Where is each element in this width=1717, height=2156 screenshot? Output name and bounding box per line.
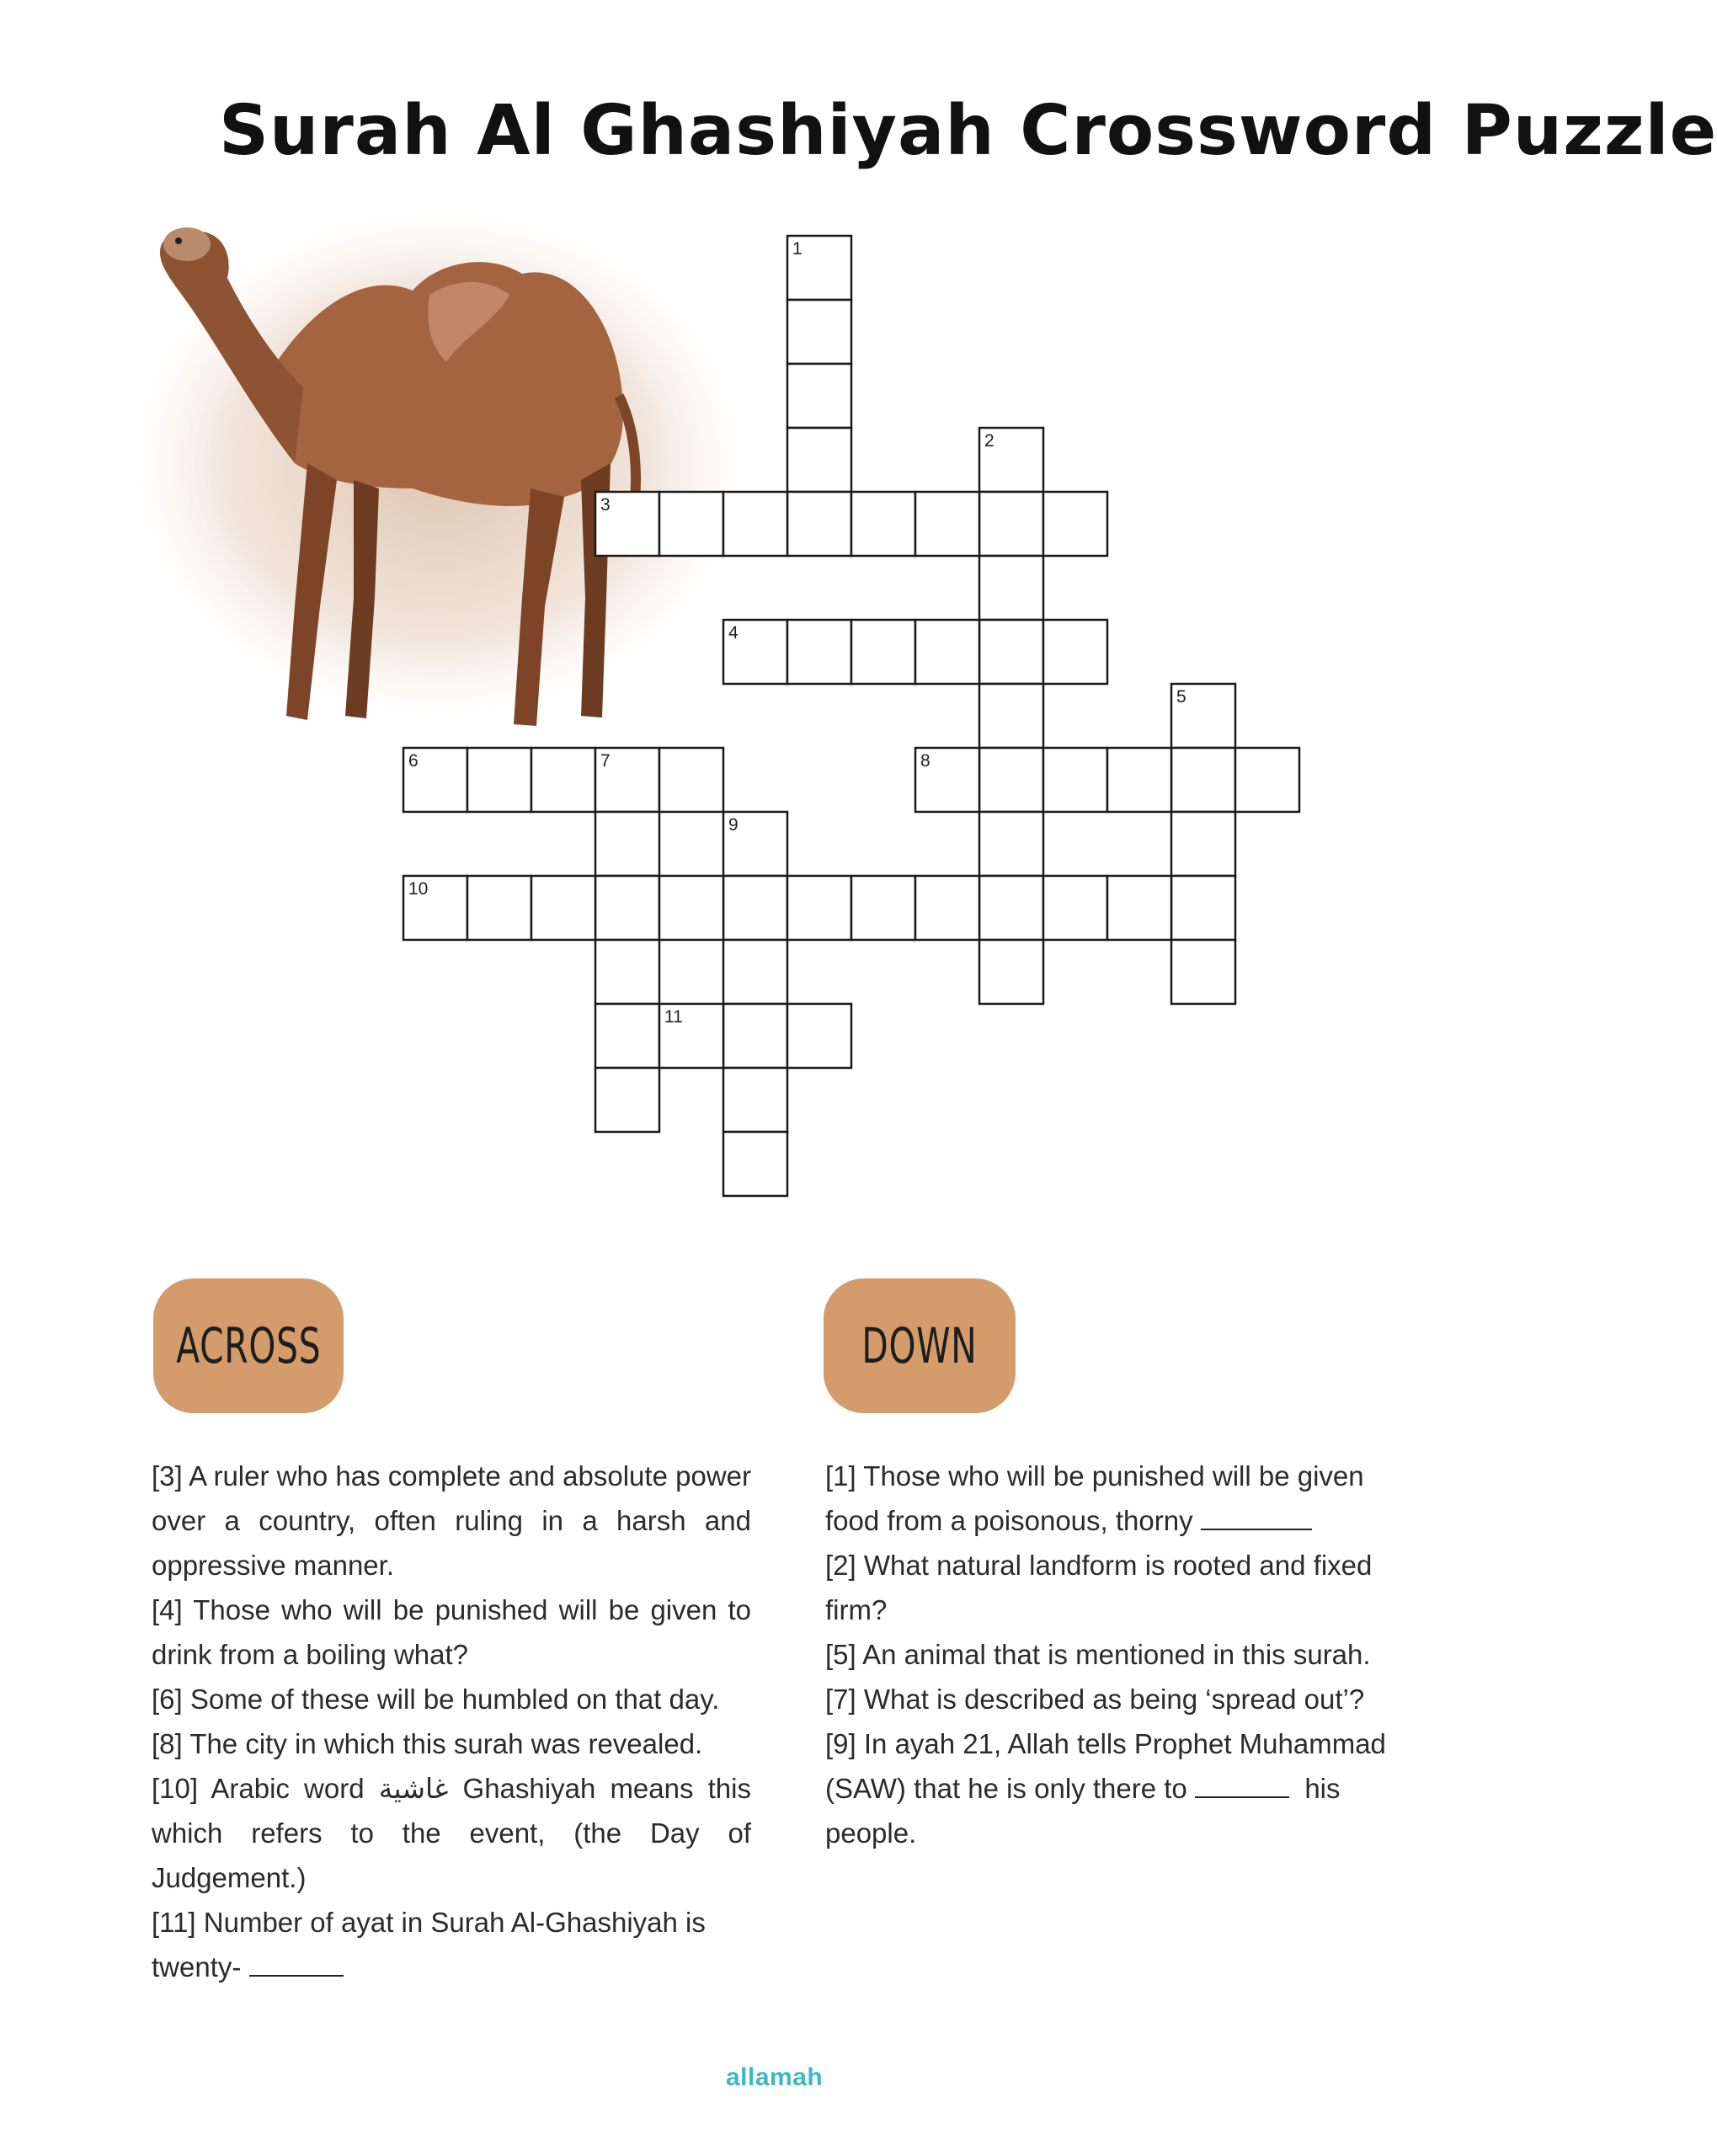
clue-number: 4	[728, 623, 739, 643]
across-clue-10: [10] Arabic word غاشية Ghashiyah means this which refers to the event, (the Day of Judgement.)	[152, 1772, 751, 1893]
across-heading: ACROSS	[175, 1317, 322, 1374]
camel-icon	[126, 211, 733, 766]
crossword-cell[interactable]	[851, 620, 915, 684]
crossword-cell[interactable]	[595, 876, 659, 940]
crossword-cell[interactable]	[595, 940, 659, 1004]
crossword-cell[interactable]	[979, 940, 1043, 1004]
clue-number: 2	[984, 431, 994, 451]
crossword-cell[interactable]	[723, 876, 787, 940]
crossword-cell[interactable]	[915, 876, 979, 940]
crossword-cell[interactable]	[723, 620, 787, 684]
crossword-cell[interactable]	[979, 684, 1043, 748]
crossword-cell[interactable]	[723, 940, 787, 1004]
across-clue-4: [4] Those who will be punished will be given to drink from a boiling what?	[152, 1594, 752, 1670]
crossword-cell[interactable]	[595, 812, 659, 876]
crossword-cell[interactable]	[1171, 812, 1235, 876]
crossword-cell[interactable]	[595, 1068, 659, 1132]
crossword-cell[interactable]	[723, 812, 787, 876]
crossword-cell[interactable]	[659, 748, 723, 812]
crossword-cell[interactable]	[1043, 620, 1107, 684]
crossword-cell[interactable]	[723, 1132, 787, 1196]
crossword-cell[interactable]	[979, 876, 1043, 940]
crossword-cell[interactable]	[915, 748, 979, 812]
crossword-cell[interactable]	[531, 748, 595, 812]
crossword-cell[interactable]	[915, 492, 979, 556]
crossword-cell[interactable]	[979, 812, 1043, 876]
brand-logo: allamah	[726, 2063, 824, 2091]
crossword-cell[interactable]	[851, 492, 915, 556]
crossword-cell[interactable]	[1107, 748, 1171, 812]
clue-number: 10	[408, 879, 429, 899]
crossword-cell[interactable]	[787, 876, 851, 940]
answer-blank	[249, 1970, 344, 1977]
down-heading-badge	[824, 1278, 1016, 1413]
clue-number: 3	[600, 495, 611, 515]
crossword-cell[interactable]	[531, 876, 595, 940]
down-clue-1: [1] Those who will be punished will be given food from a poisonous, thorny	[825, 1460, 1364, 1536]
clue-number: 1	[792, 239, 803, 259]
across-clue-8: [8] The city in which this surah was revealed.	[152, 1728, 703, 1759]
crossword-cell[interactable]	[659, 492, 723, 556]
down-clue-9: [9] In ayah 21, Allah tells Prophet Muhammad (SAW) that he is only there to his people.	[825, 1728, 1386, 1849]
crossword-cell[interactable]	[595, 492, 659, 556]
across-clue-11: [11] Number of ayat in Surah Al-Ghashiyah is twenty-	[152, 1907, 706, 1983]
crossword-cell[interactable]	[979, 428, 1043, 492]
across-clue-list	[152, 1454, 751, 1989]
crossword-cell[interactable]	[787, 492, 851, 556]
down-clue-5: [5] An animal that is mentioned in this surah.	[825, 1639, 1371, 1670]
across-clue-3: [3] A ruler who has complete and absolute power over a country, often ruling in a harsh and oppressive manner.	[152, 1460, 751, 1581]
crossword-cell[interactable]	[787, 300, 851, 364]
crossword-cell[interactable]	[1171, 748, 1235, 812]
down-clue-7: [7] What is described as being ‘spread out’?	[825, 1684, 1365, 1715]
down-clue-2: [2] What natural landform is rooted and fixed firm?	[825, 1550, 1373, 1625]
crossword-cell[interactable]	[1171, 940, 1235, 1004]
down-clue-list	[825, 1454, 1398, 1855]
crossword-cell[interactable]	[1107, 876, 1171, 940]
crossword-cell[interactable]	[979, 748, 1043, 812]
clue-number: 11	[664, 1007, 683, 1027]
down-heading: DOWN	[861, 1317, 978, 1374]
crossword-cell[interactable]	[1043, 876, 1107, 940]
crossword-cell[interactable]	[1171, 876, 1235, 940]
crossword-cell[interactable]	[659, 1004, 723, 1068]
answer-blank	[1201, 1524, 1312, 1530]
across-clue-6: [6] Some of these will be humbled on that day.	[152, 1684, 720, 1715]
across-heading-badge	[153, 1278, 344, 1413]
crossword-cell[interactable]	[851, 876, 915, 940]
crossword-cell[interactable]	[723, 1004, 787, 1068]
crossword-cell[interactable]	[787, 620, 851, 684]
crossword-cell[interactable]	[659, 876, 723, 940]
crossword-cell[interactable]	[915, 620, 979, 684]
crossword-cell[interactable]	[1235, 748, 1299, 812]
crossword-cell[interactable]	[467, 876, 531, 940]
crossword-cell[interactable]	[1043, 748, 1107, 812]
crossword-cell[interactable]	[979, 492, 1043, 556]
clue-number: 8	[920, 751, 930, 771]
page-title: Surah Al Ghashiyah Crossword Puzzle	[219, 91, 1717, 171]
crossword-cell[interactable]	[1043, 492, 1107, 556]
crossword-cell[interactable]	[595, 748, 659, 812]
clue-number: 9	[728, 815, 739, 835]
crossword-cell[interactable]	[979, 556, 1043, 620]
arabic-word: غاشية	[378, 1772, 449, 1805]
crossword-cell[interactable]	[787, 236, 851, 300]
crossword-cell[interactable]	[1171, 684, 1235, 748]
crossword-cell[interactable]	[723, 1068, 787, 1132]
crossword-cell[interactable]	[979, 620, 1043, 684]
clue-number: 7	[600, 751, 611, 771]
crossword-cell[interactable]	[787, 428, 851, 492]
crossword-cell[interactable]	[467, 748, 531, 812]
crossword-cell[interactable]	[787, 364, 851, 428]
clue-number: 6	[408, 751, 419, 771]
crossword-cell[interactable]	[403, 748, 467, 812]
crossword-cell[interactable]	[723, 492, 787, 556]
crossword-cell[interactable]	[787, 1004, 851, 1068]
crossword-cell[interactable]	[403, 876, 467, 940]
crossword-cell[interactable]	[595, 1004, 659, 1068]
clue-number: 5	[1176, 687, 1186, 707]
answer-blank	[1195, 1791, 1289, 1798]
